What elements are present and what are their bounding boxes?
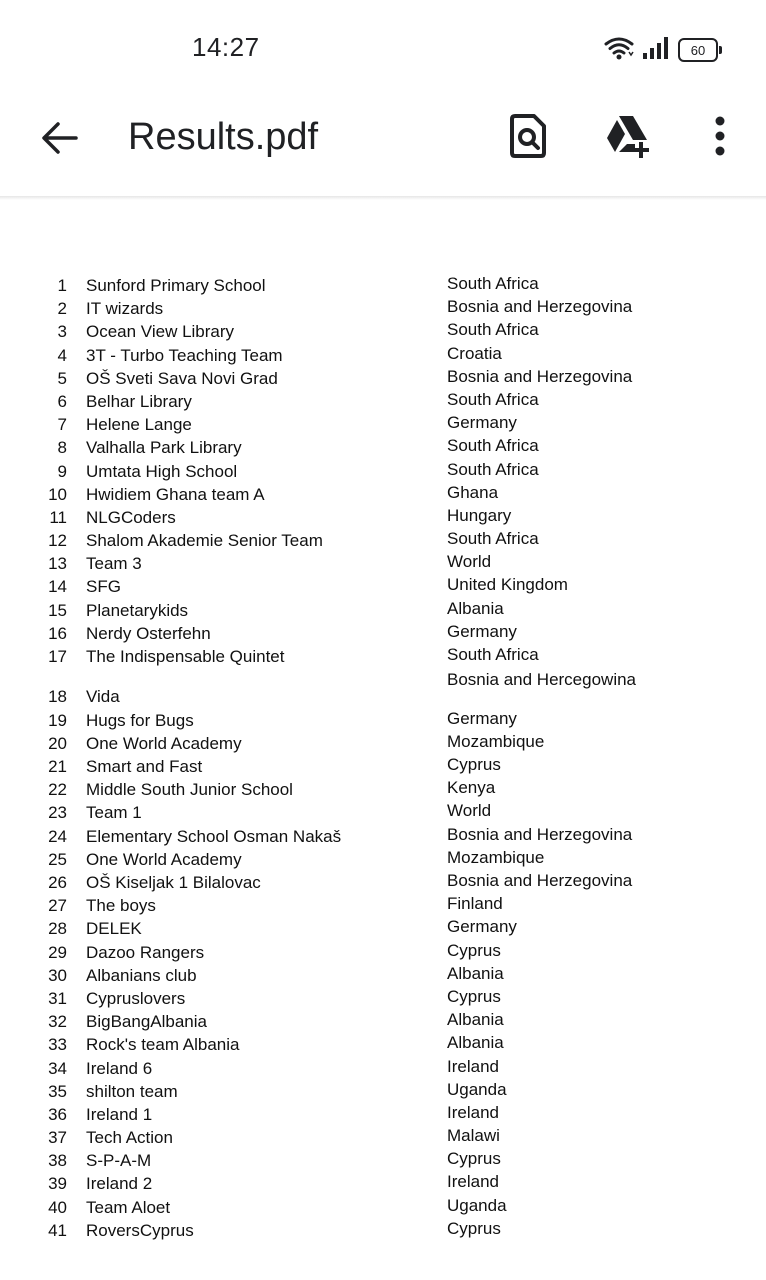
row-number: 23 <box>48 803 67 823</box>
table-row <box>0 894 766 917</box>
team-country: Croatia <box>447 343 502 363</box>
table-row <box>0 1219 766 1242</box>
row-number: 3 <box>57 322 67 342</box>
team-name: Elementary School Osman Nakaš <box>86 826 342 846</box>
team-country: South Africa <box>447 389 539 409</box>
team-country: Bosnia and Herzegovina <box>447 824 633 844</box>
team-name: Sunford Primary School <box>86 276 266 295</box>
team-name: BigBangAlbania <box>86 1012 207 1032</box>
row-number: 19 <box>48 710 67 730</box>
team-name: OŠ Kiseljak 1 Bilalovac <box>86 873 261 892</box>
row-number: 37 <box>48 1128 67 1148</box>
team-country: Albania <box>447 598 504 618</box>
table-row <box>0 755 766 778</box>
team-country: World <box>447 801 492 821</box>
team-country: Mozambique <box>447 731 545 751</box>
team-country: South Africa <box>447 320 539 340</box>
team-country: Bosnia and Hercegowina <box>447 670 637 690</box>
team-country: Albania <box>447 1010 504 1030</box>
wifi-icon <box>604 36 634 65</box>
row-number: 17 <box>48 647 67 666</box>
row-number: 12 <box>48 531 67 551</box>
row-number: 21 <box>48 757 67 777</box>
team-country: Germany <box>447 413 517 433</box>
team-name: Valhalla Park Library <box>86 438 242 458</box>
table-row <box>0 390 766 413</box>
team-name: Ireland 6 <box>86 1058 153 1078</box>
table-row <box>0 1010 766 1033</box>
team-name: Vida <box>86 687 120 707</box>
app-bar-divider <box>0 196 766 200</box>
table-row <box>0 1033 766 1056</box>
team-country: Ireland <box>447 1102 499 1122</box>
table-row <box>0 964 766 987</box>
table-row <box>0 506 766 529</box>
team-country: Albania <box>447 963 504 983</box>
team-country: Bosnia and Herzegovina <box>447 871 633 890</box>
table-row <box>0 1172 766 1195</box>
team-name: Ocean View Library <box>86 322 235 342</box>
table-row <box>0 320 766 343</box>
find-in-page-icon <box>508 113 548 164</box>
team-name: Planetarykids <box>86 600 189 620</box>
table-row <box>0 1196 766 1219</box>
add-to-drive-button[interactable] <box>600 110 656 166</box>
table-row <box>0 709 766 732</box>
team-country: Finland <box>447 894 503 914</box>
team-name: Smart and Fast <box>86 757 203 777</box>
team-country: Ireland <box>447 1056 499 1076</box>
team-country: Uganda <box>447 1079 507 1099</box>
team-country: Uganda <box>447 1195 507 1215</box>
team-country: World <box>447 552 492 572</box>
pdf-page[interactable] <box>0 274 766 1242</box>
table-row <box>0 801 766 824</box>
table-row <box>0 622 766 645</box>
team-country: South Africa <box>447 529 539 549</box>
row-number: 5 <box>57 368 67 388</box>
table-row <box>0 413 766 436</box>
team-name: 3T - Turbo Teaching Team <box>86 345 283 365</box>
table-row <box>0 848 766 871</box>
team-name: The Indispensable Quintet <box>86 647 285 666</box>
team-name: Cypruslovers <box>86 988 186 1008</box>
team-name: Ireland 2 <box>86 1174 153 1194</box>
signal-icon <box>642 37 670 64</box>
row-number: 10 <box>48 484 67 504</box>
battery-level: 60 <box>690 42 706 58</box>
table-row <box>0 460 766 483</box>
more-options-button[interactable] <box>692 110 748 166</box>
table-row <box>0 732 766 755</box>
team-country: Albania <box>447 1033 504 1053</box>
row-number: 33 <box>48 1035 67 1055</box>
row-number: 1 <box>57 276 67 295</box>
row-number: 29 <box>48 942 67 962</box>
team-name: NLGCoders <box>86 507 176 527</box>
team-country: South Africa <box>447 274 539 293</box>
table-row <box>0 1080 766 1103</box>
team-name: DELEK <box>86 919 142 939</box>
team-name: Umtata High School <box>86 461 238 481</box>
table-row <box>0 367 766 390</box>
row-number: 39 <box>48 1174 67 1194</box>
team-country: Cyprus <box>447 986 501 1006</box>
table-row <box>0 1103 766 1126</box>
team-name: Dazoo Rangers <box>86 942 205 962</box>
table-row <box>0 941 766 964</box>
team-country: Malawi <box>447 1126 500 1146</box>
team-country: Mozambique <box>447 847 545 867</box>
team-name: One World Academy <box>86 733 242 753</box>
row-number: 36 <box>48 1104 67 1124</box>
row-number: 15 <box>48 600 67 620</box>
table-row <box>0 297 766 320</box>
status-time: 14:27 <box>192 32 260 62</box>
team-country: South Africa <box>447 645 539 664</box>
team-name: Helene Lange <box>86 415 192 435</box>
team-country: Cyprus <box>447 1218 501 1238</box>
find-in-page-button[interactable] <box>500 110 556 166</box>
row-number: 27 <box>48 896 67 916</box>
table-row <box>0 274 766 297</box>
team-country: South Africa <box>447 436 539 456</box>
row-number: 35 <box>48 1081 67 1101</box>
team-name: Team 3 <box>86 554 142 574</box>
row-number: 2 <box>57 299 67 319</box>
team-country: Germany <box>447 708 517 728</box>
team-name: Team 1 <box>86 803 142 823</box>
table-row <box>0 668 766 709</box>
table-row <box>0 825 766 848</box>
table-row <box>0 987 766 1010</box>
team-name: Hwidiem Ghana team A <box>86 484 265 504</box>
team-country: Cyprus <box>447 755 501 775</box>
row-number: 4 <box>57 345 67 365</box>
team-country: Germany <box>447 917 517 937</box>
team-name: Ireland 1 <box>86 1104 153 1124</box>
team-country: Germany <box>447 621 517 641</box>
team-name: One World Academy <box>86 849 242 869</box>
team-name: RoversCyprus <box>86 1220 194 1240</box>
battery-icon <box>678 38 718 62</box>
team-name: Tech Action <box>86 1128 173 1148</box>
status-bar <box>0 0 766 96</box>
drive-add-icon <box>603 114 653 163</box>
back-arrow-icon <box>40 120 80 161</box>
team-name: SFG <box>86 577 121 597</box>
table-row <box>0 483 766 506</box>
table-row <box>0 436 766 459</box>
team-country: Kenya <box>447 778 496 798</box>
row-number: 13 <box>48 554 67 574</box>
row-number: 7 <box>57 415 67 435</box>
row-number: 38 <box>48 1151 67 1171</box>
table-row <box>0 645 766 668</box>
table-row <box>0 529 766 552</box>
app-bar <box>0 96 766 196</box>
team-country: Ghana <box>447 482 499 502</box>
team-name: S-P-A-M <box>86 1151 152 1171</box>
table-row <box>0 871 766 894</box>
team-name: OŠ Sveti Sava Novi Grad <box>86 368 278 388</box>
table-row <box>0 917 766 940</box>
team-name: Albanians club <box>86 965 197 985</box>
team-name: IT wizards <box>86 299 164 319</box>
team-country: South Africa <box>447 459 539 479</box>
row-number: 22 <box>48 780 67 800</box>
table-row <box>0 575 766 598</box>
team-country: Hungary <box>447 505 512 525</box>
more-vert-icon <box>714 116 726 161</box>
team-name: Nerdy Osterfehn <box>86 623 211 643</box>
team-country: Ireland <box>447 1172 499 1192</box>
row-number: 34 <box>48 1058 67 1078</box>
row-number: 18 <box>48 687 67 707</box>
table-row <box>0 344 766 367</box>
table-row <box>0 1057 766 1080</box>
row-number: 26 <box>48 873 67 892</box>
row-number: 24 <box>48 826 67 846</box>
row-number: 9 <box>57 461 67 481</box>
table-row <box>0 778 766 801</box>
row-number: 20 <box>48 733 67 753</box>
table-row <box>0 599 766 622</box>
team-name: Belhar Library <box>86 391 192 411</box>
row-number: 28 <box>48 919 67 939</box>
row-number: 32 <box>48 1012 67 1032</box>
team-country: United Kingdom <box>447 575 568 595</box>
row-number: 30 <box>48 965 67 985</box>
row-number: 31 <box>48 988 67 1008</box>
team-name: Team Aloet <box>86 1197 171 1217</box>
table-row <box>0 552 766 575</box>
table-row <box>0 1126 766 1149</box>
row-number: 14 <box>48 577 67 597</box>
row-number: 40 <box>48 1197 67 1217</box>
status-icons <box>604 36 718 64</box>
team-name: The boys <box>86 896 156 916</box>
row-number: 11 <box>49 507 67 527</box>
row-number: 25 <box>48 849 67 869</box>
team-country: Bosnia and Herzegovina <box>447 297 633 317</box>
table-row <box>0 1149 766 1172</box>
back-button[interactable] <box>34 114 86 166</box>
row-number: 6 <box>57 391 67 411</box>
team-name: Rock's team Albania <box>86 1035 240 1055</box>
team-name: shilton team <box>86 1081 178 1101</box>
team-country: Cyprus <box>447 1149 501 1169</box>
team-country: Cyprus <box>447 940 501 960</box>
team-name: Hugs for Bugs <box>86 710 194 730</box>
team-name: Middle South Junior School <box>86 780 293 800</box>
row-number: 8 <box>57 438 67 458</box>
row-number: 16 <box>48 623 67 643</box>
team-country: Bosnia and Herzegovina <box>447 366 633 386</box>
team-name: Shalom Akademie Senior Team <box>86 531 323 551</box>
page-title: Results.pdf <box>128 116 319 158</box>
row-number: 41 <box>48 1220 67 1240</box>
